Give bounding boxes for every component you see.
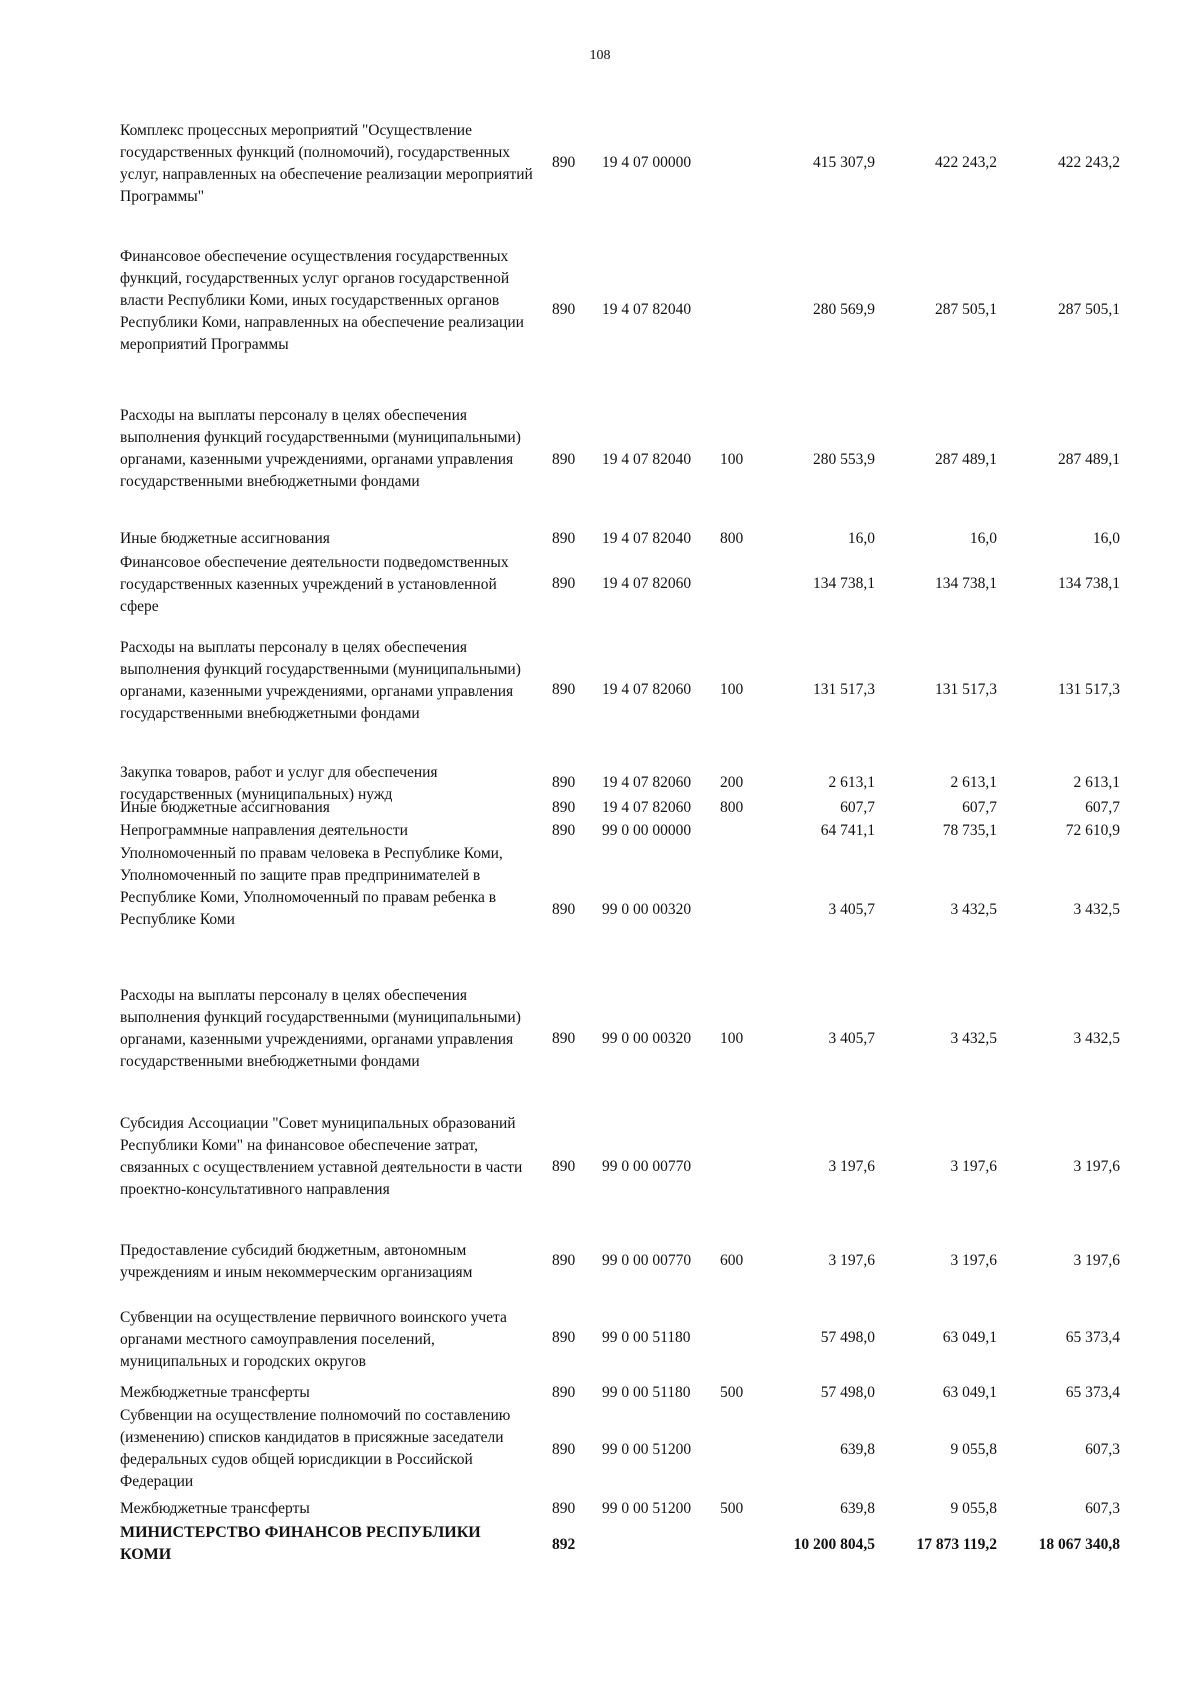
amount-year-3: 3 432,5 (1073, 901, 1120, 918)
row-description: Субвенции на осуществление полномочий по составлению (изменению) списков кандидатов в присяжные заседатели федеральных судов общей юрисдикции в Российской Федерации (120, 1407, 511, 1490)
grbs-code: 892 (552, 1536, 576, 1553)
row-description: Субсидия Ассоциации "Совет муниципальных образований Республики Коми" на финансовое обеспечение затрат, связанных с осуществлением уставной деятельности в части проектно-консультативного направления (120, 1115, 523, 1198)
amount-year-1: 57 498,0 (820, 1384, 875, 1401)
row-description: Межбюджетные трансферты (120, 1384, 310, 1401)
amount-year-2: 287 489,1 (935, 451, 997, 468)
row-description: Закупка товаров, работ и услуг для обеспечения государственных (муниципальных) нужд (120, 764, 438, 803)
csr-code: 99 0 00 00320 (602, 901, 692, 918)
amount-year-1: 639,8 (840, 1500, 875, 1517)
grbs-code: 890 (552, 1252, 576, 1269)
vr-code: 100 (720, 451, 744, 468)
amount-year-2: 422 243,2 (935, 154, 997, 171)
grbs-code: 890 (552, 154, 576, 171)
amount-year-1: 3 405,7 (828, 901, 875, 918)
amount-year-1: 57 498,0 (820, 1329, 875, 1346)
grbs-code: 890 (552, 1500, 576, 1517)
amount-year-1: 3 197,6 (828, 1252, 875, 1269)
row-description: Расходы на выплаты персоналу в целях обеспечения выполнения функций государственными (муниципальными) органами, казенными учреждениями, органами управления государственными внебюджетными фондами (120, 639, 521, 722)
csr-code: 19 4 07 82040 (602, 301, 692, 318)
amount-year-3: 422 243,2 (1058, 154, 1120, 171)
grbs-code: 890 (552, 451, 576, 468)
row-description: Комплекс процессных мероприятий "Осуществление государственных функций (полномочий), государственных услуг, направленных на обеспечение реализации мероприятий Программы" (120, 122, 533, 205)
amount-year-2: 16,0 (969, 530, 997, 547)
amount-year-3: 18 067 340,8 (1038, 1536, 1120, 1553)
amount-year-3: 16,0 (1092, 530, 1120, 547)
amount-year-3: 607,3 (1085, 1500, 1120, 1517)
amount-year-2: 287 505,1 (935, 301, 997, 318)
grbs-code: 890 (552, 1329, 576, 1346)
amount-year-1: 3 405,7 (828, 1030, 875, 1047)
vr-code: 800 (720, 799, 744, 816)
amount-year-2: 63 049,1 (942, 1384, 997, 1401)
row-description: Межбюджетные трансферты (120, 1500, 310, 1517)
amount-year-3: 3 197,6 (1073, 1252, 1120, 1269)
row-description: Расходы на выплаты персоналу в целях обеспечения выполнения функций государственными (муниципальными) органами, казенными учреждениями, органами управления государственными внебюджетными фондами (120, 407, 521, 490)
amount-year-3: 2 613,1 (1073, 774, 1120, 791)
amount-year-3: 607,7 (1085, 799, 1120, 816)
row-description: МИНИСТЕРСТВО ФИНАНСОВ РЕСПУБЛИКИ КОМИ (120, 1524, 481, 1563)
vr-code: 100 (720, 681, 744, 698)
amount-year-1: 280 553,9 (813, 451, 875, 468)
csr-code: 99 0 00 51200 (602, 1441, 692, 1458)
grbs-code: 890 (552, 1030, 576, 1047)
amount-year-2: 2 613,1 (950, 774, 997, 791)
csr-code: 99 0 00 51180 (602, 1329, 691, 1346)
amount-year-3: 287 489,1 (1058, 451, 1120, 468)
amount-year-3: 72 610,9 (1065, 822, 1120, 839)
grbs-code: 890 (552, 681, 576, 698)
page-number: 108 (589, 48, 611, 63)
amount-year-2: 9 055,8 (950, 1441, 997, 1458)
csr-code: 99 0 00 00320 (602, 1030, 692, 1047)
row-description: Финансовое обеспечение деятельности подведомственных государственных казенных учреждений в установленной сфере (120, 554, 509, 615)
grbs-code: 890 (552, 1384, 576, 1401)
amount-year-2: 3 197,6 (950, 1158, 997, 1175)
amount-year-3: 287 505,1 (1058, 301, 1120, 318)
amount-year-1: 131 517,3 (813, 681, 875, 698)
amount-year-3: 65 373,4 (1065, 1384, 1120, 1401)
amount-year-1: 16,0 (847, 530, 875, 547)
grbs-code: 890 (552, 901, 576, 918)
amount-year-3: 65 373,4 (1065, 1329, 1120, 1346)
amount-year-3: 3 432,5 (1073, 1030, 1120, 1047)
csr-code: 99 0 00 00000 (602, 822, 692, 839)
csr-code: 99 0 00 00770 (602, 1158, 692, 1175)
csr-code: 99 0 00 51180 (602, 1384, 691, 1401)
amount-year-2: 134 738,1 (935, 575, 997, 592)
amount-year-1: 64 741,1 (820, 822, 875, 839)
vr-code: 500 (720, 1384, 744, 1401)
csr-code: 99 0 00 00770 (602, 1252, 692, 1269)
amount-year-2: 3 197,6 (950, 1252, 997, 1269)
amount-year-1: 639,8 (840, 1441, 875, 1458)
amount-year-2: 131 517,3 (935, 681, 997, 698)
amount-year-1: 415 307,9 (813, 154, 875, 171)
grbs-code: 890 (552, 1158, 576, 1175)
vr-code: 800 (720, 530, 744, 547)
csr-code: 19 4 07 82060 (602, 681, 692, 698)
grbs-code: 890 (552, 774, 576, 791)
amount-year-2: 78 735,1 (942, 822, 997, 839)
row-description: Непрограммные направления деятельности (120, 822, 408, 839)
amount-year-2: 9 055,8 (950, 1500, 997, 1517)
csr-code: 19 4 07 82060 (602, 799, 692, 816)
csr-code: 99 0 00 51200 (602, 1500, 692, 1517)
amount-year-2: 607,7 (962, 799, 997, 816)
vr-code: 200 (720, 774, 744, 791)
csr-code: 19 4 07 82060 (602, 774, 692, 791)
amount-year-3: 3 197,6 (1073, 1158, 1120, 1175)
amount-year-3: 134 738,1 (1058, 575, 1120, 592)
row-description: Финансовое обеспечение осуществления государственных функций, государственных услуг органов государственной власти Республики Коми, иных государственных органов Республики Коми, направленных на обеспечение реализации мероприятий Программы (120, 248, 524, 353)
row-description: Расходы на выплаты персоналу в целях обеспечения выполнения функций государственными (муниципальными) органами, казенными учреждениями, органами управления государственными внебюджетными фондами (120, 987, 521, 1070)
grbs-code: 890 (552, 301, 576, 318)
amount-year-1: 134 738,1 (813, 575, 875, 592)
amount-year-1: 280 569,9 (813, 301, 875, 318)
amount-year-1: 3 197,6 (828, 1158, 875, 1175)
csr-code: 19 4 07 82040 (602, 530, 692, 547)
row-description: Субвенции на осуществление первичного воинского учета органами местного самоуправления поселений, муниципальных и городских округов (120, 1309, 507, 1370)
grbs-code: 890 (552, 799, 576, 816)
vr-code: 500 (720, 1500, 744, 1517)
grbs-code: 890 (552, 530, 576, 547)
amount-year-1: 10 200 804,5 (793, 1536, 875, 1553)
amount-year-3: 131 517,3 (1058, 681, 1120, 698)
amount-year-2: 3 432,5 (950, 901, 997, 918)
row-description: Предоставление субсидий бюджетным, автономным учреждениям и иным некоммерческим организациям (120, 1242, 473, 1281)
row-description: Уполномоченный по правам человека в Республике Коми, Уполномоченный по защите прав предпринимателей в Республике Коми, Уполномоченный по правам ребенка в Республике Коми (120, 845, 503, 928)
amount-year-1: 607,7 (840, 799, 875, 816)
csr-code: 19 4 07 82060 (602, 575, 692, 592)
grbs-code: 890 (552, 822, 576, 839)
vr-code: 600 (720, 1252, 744, 1269)
row-description: Иные бюджетные ассигнования (120, 799, 330, 816)
amount-year-2: 17 873 119,2 (916, 1536, 997, 1553)
amount-year-1: 2 613,1 (828, 774, 875, 791)
csr-code: 19 4 07 00000 (602, 154, 692, 171)
grbs-code: 890 (552, 575, 576, 592)
amount-year-2: 3 432,5 (950, 1030, 997, 1047)
grbs-code: 890 (552, 1441, 576, 1458)
amount-year-3: 607,3 (1085, 1441, 1120, 1458)
vr-code: 100 (720, 1030, 744, 1047)
amount-year-2: 63 049,1 (942, 1329, 997, 1346)
row-description: Иные бюджетные ассигнования (120, 530, 330, 547)
csr-code: 19 4 07 82040 (602, 451, 692, 468)
